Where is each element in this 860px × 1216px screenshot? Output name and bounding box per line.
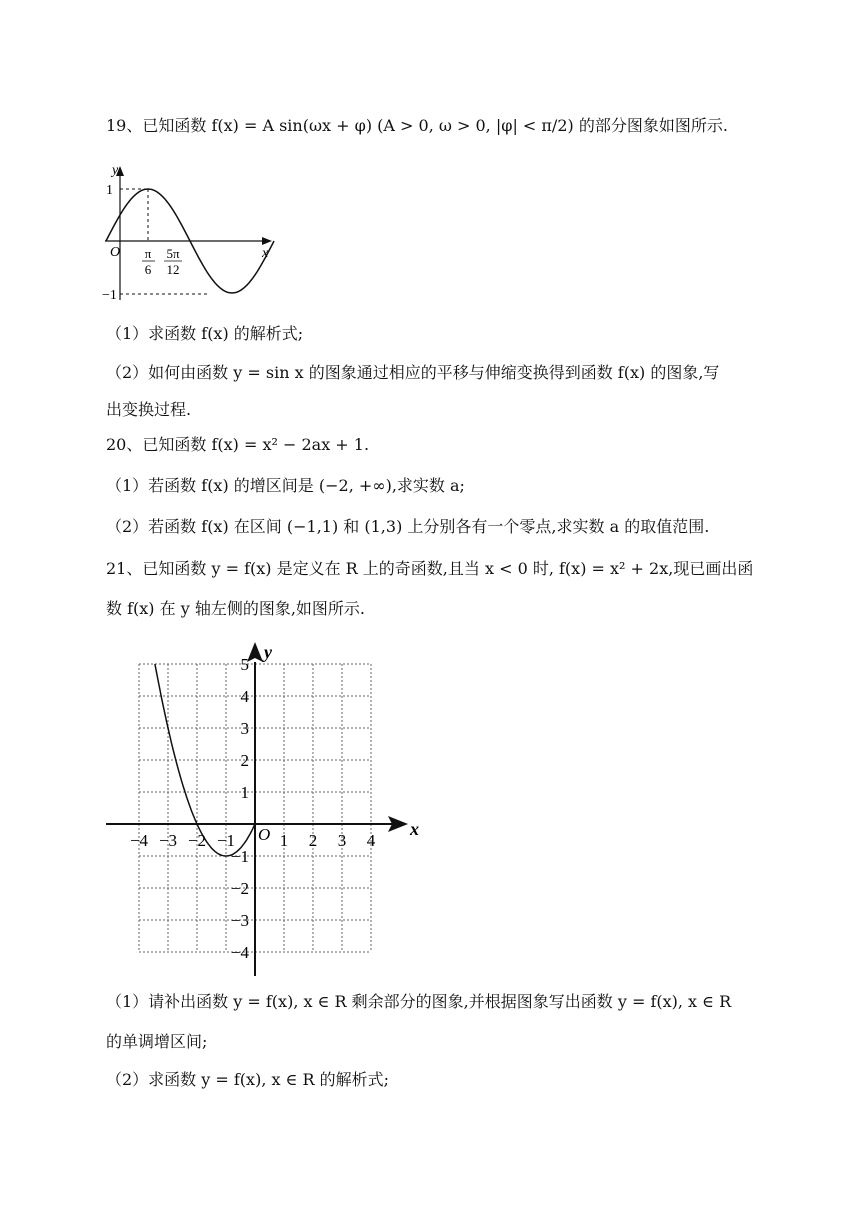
q19-tick1-den: 6 xyxy=(144,262,152,277)
q21-y-label: y xyxy=(264,642,272,662)
q19-y-max-label: 1 xyxy=(106,183,113,198)
q21-origin-label: O xyxy=(258,825,271,844)
q21-y-tick-label: −3 xyxy=(230,911,249,930)
q21-x-tick-label: 3 xyxy=(337,831,347,850)
q19-sine-graph xyxy=(100,160,280,305)
q20-part1: （1）若函数 f(x) 的增区间是 (−2, +∞),求实数 a; xyxy=(106,476,465,495)
q21-part2: （2）求函数 y = f(x), x ∈ R 的解析式; xyxy=(106,1070,390,1089)
q21-x-tick-label: 2 xyxy=(308,831,318,850)
q21-y-arrow xyxy=(247,642,263,662)
q21-x-tick-label: −1 xyxy=(216,831,236,850)
q19-y-label: y xyxy=(112,163,119,178)
q19-part1: （1）求函数 f(x) 的解析式; xyxy=(106,324,304,343)
q21-part1-line2: 的单调增区间; xyxy=(106,1032,208,1051)
q21-x-tick-label: 4 xyxy=(366,831,376,850)
q20-stem: 20、已知函数 f(x) = x² − 2ax + 1. xyxy=(106,435,370,454)
q19-x-label: x xyxy=(262,246,269,261)
q21-y-tick-label: 5 xyxy=(240,655,249,674)
q19-part2-line1: （2）如何由函数 y = sin x 的图象通过相应的平移与伸缩变换得到函数 f(x) 的图象,写 xyxy=(106,363,720,382)
q19-tick2-num: 5π xyxy=(166,246,180,261)
q21-y-tick-label: 3 xyxy=(240,719,249,738)
q21-y-tick-label: 1 xyxy=(240,783,249,802)
q21-x-tick-label: 1 xyxy=(279,831,289,850)
q19-x-arrow xyxy=(262,237,272,245)
q21-stem-line2: 数 f(x) 在 y 轴左侧的图象,如图所示. xyxy=(106,599,365,618)
q21-part1-line1: （1）请补出函数 y = f(x), x ∈ R 剩余部分的图象,并根据图象写出函数 y = f(x), x ∈ R xyxy=(106,992,732,1011)
q19-stem: 19、已知函数 f(x) = A sin(ωx + φ) (A > 0, ω > 0, |φ| < π/2) 的部分图象如图所示. xyxy=(106,116,728,135)
q20-part2: （2）若函数 f(x) 在区间 (−1,1) 和 (1,3) 上分别各有一个零点,求实数 a 的取值范围. xyxy=(106,517,710,536)
q19-part2-line2: 出变换过程. xyxy=(106,400,192,419)
q21-x-label: x xyxy=(410,819,419,839)
q19-tick1-num: π xyxy=(144,246,152,261)
q21-tick-labels xyxy=(130,655,376,962)
q21-stem-line1: 21、已知函数 y = f(x) 是定义在 R 上的奇函数,且当 x < 0 时, f(x) = x² + 2x,现已画出函 xyxy=(106,559,754,578)
q21-y-tick-label: −4 xyxy=(230,943,249,962)
q21-y-tick-label: −2 xyxy=(230,879,249,898)
q21-x-tick-label: −3 xyxy=(158,831,178,850)
q19-y-min-label: −1 xyxy=(102,288,117,303)
q21-x-tick-label: −2 xyxy=(187,831,207,850)
q21-y-tick-label: 4 xyxy=(240,687,249,706)
q21-parabola-graph xyxy=(100,640,430,982)
q21-y-tick-label: 2 xyxy=(240,751,249,770)
q21-y-tick-label: −1 xyxy=(230,847,249,866)
q19-tick2-den: 12 xyxy=(166,262,180,277)
q21-x-tick-label: −4 xyxy=(129,831,149,850)
q19-origin-label: O xyxy=(110,245,121,260)
